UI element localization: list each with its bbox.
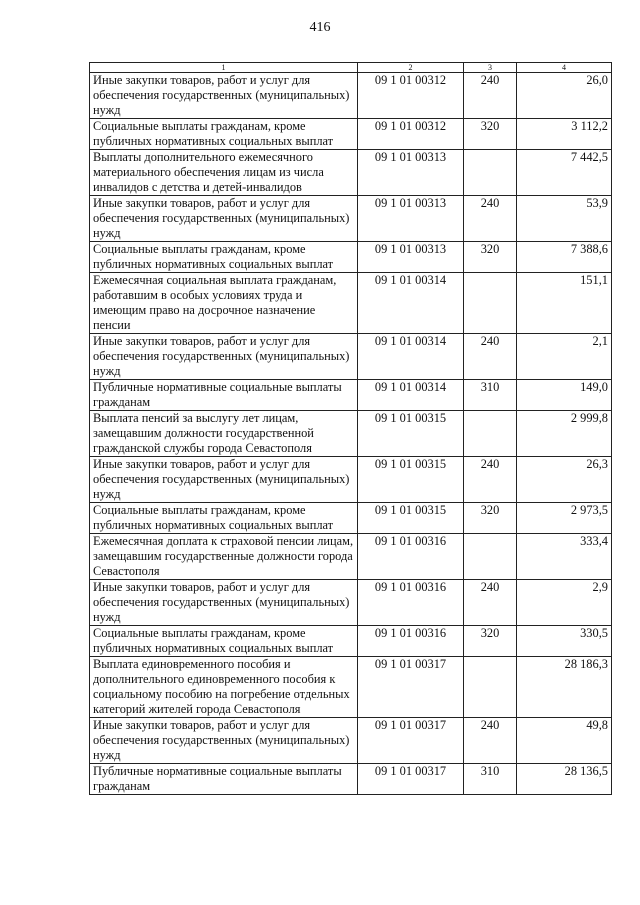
row-code: 09 1 01 00314 bbox=[358, 273, 464, 334]
table-row bbox=[90, 718, 612, 764]
row-code: 09 1 01 00315 bbox=[358, 503, 464, 534]
row-name: Иные закупки товаров, работ и услуг для обеспечения государственных (муниципальных) нужд bbox=[90, 457, 358, 503]
table-row bbox=[90, 626, 612, 657]
row-amount: 3 112,2 bbox=[517, 119, 612, 150]
row-amount: 2 973,5 bbox=[517, 503, 612, 534]
row-code: 09 1 01 00315 bbox=[358, 457, 464, 503]
table-row bbox=[90, 73, 612, 119]
row-vr bbox=[464, 411, 517, 457]
table-row bbox=[90, 764, 612, 795]
row-code: 09 1 01 00316 bbox=[358, 626, 464, 657]
row-code: 09 1 01 00313 bbox=[358, 150, 464, 196]
row-code: 09 1 01 00314 bbox=[358, 334, 464, 380]
table-row bbox=[90, 380, 612, 411]
header-col-1: 1 bbox=[90, 63, 358, 73]
row-amount: 151,1 bbox=[517, 273, 612, 334]
row-code: 09 1 01 00312 bbox=[358, 119, 464, 150]
table-row bbox=[90, 503, 612, 534]
header-col-4: 4 bbox=[517, 63, 612, 73]
table-row bbox=[90, 457, 612, 503]
row-code: 09 1 01 00314 bbox=[358, 380, 464, 411]
row-name: Выплата пенсий за выслугу лет лицам, замещавшим должности государственной гражданской службы города Севастополя bbox=[90, 411, 358, 457]
header-col-2: 2 bbox=[358, 63, 464, 73]
budget-table bbox=[89, 62, 612, 795]
table-row bbox=[90, 657, 612, 718]
row-code: 09 1 01 00317 bbox=[358, 764, 464, 795]
row-name: Социальные выплаты гражданам, кроме публичных нормативных социальных выплат bbox=[90, 242, 358, 273]
row-code: 09 1 01 00312 bbox=[358, 73, 464, 119]
row-amount: 49,8 bbox=[517, 718, 612, 764]
row-name: Иные закупки товаров, работ и услуг для обеспечения государственных (муниципальных) нужд bbox=[90, 718, 358, 764]
row-vr: 240 bbox=[464, 196, 517, 242]
row-name: Иные закупки товаров, работ и услуг для обеспечения государственных (муниципальных) нужд bbox=[90, 196, 358, 242]
row-amount: 26,3 bbox=[517, 457, 612, 503]
row-amount: 7 442,5 bbox=[517, 150, 612, 196]
row-vr: 240 bbox=[464, 718, 517, 764]
row-name: Иные закупки товаров, работ и услуг для обеспечения государственных (муниципальных) нужд bbox=[90, 580, 358, 626]
row-code: 09 1 01 00317 bbox=[358, 657, 464, 718]
row-name: Иные закупки товаров, работ и услуг для обеспечения государственных (муниципальных) нужд bbox=[90, 73, 358, 119]
row-amount: 2,9 bbox=[517, 580, 612, 626]
row-name: Иные закупки товаров, работ и услуг для обеспечения государственных (муниципальных) нужд bbox=[90, 334, 358, 380]
row-vr: 310 bbox=[464, 380, 517, 411]
row-vr: 240 bbox=[464, 73, 517, 119]
row-vr: 240 bbox=[464, 457, 517, 503]
row-amount: 28 186,3 bbox=[517, 657, 612, 718]
row-vr bbox=[464, 657, 517, 718]
table-row bbox=[90, 119, 612, 150]
row-name: Социальные выплаты гражданам, кроме публичных нормативных социальных выплат bbox=[90, 626, 358, 657]
row-name: Публичные нормативные социальные выплаты гражданам bbox=[90, 764, 358, 795]
row-code: 09 1 01 00316 bbox=[358, 534, 464, 580]
table-row bbox=[90, 242, 612, 273]
row-amount: 149,0 bbox=[517, 380, 612, 411]
page-number: 416 bbox=[309, 20, 331, 35]
table-row bbox=[90, 273, 612, 334]
row-amount: 2 999,8 bbox=[517, 411, 612, 457]
row-name: Социальные выплаты гражданам, кроме публичных нормативных социальных выплат bbox=[90, 119, 358, 150]
table-row bbox=[90, 534, 612, 580]
table-row bbox=[90, 334, 612, 380]
row-name: Ежемесячная социальная выплата гражданам, работавшим в особых условиях труда и имеющим право на досрочное назначение пенсии bbox=[90, 273, 358, 334]
table-row bbox=[90, 411, 612, 457]
row-amount: 333,4 bbox=[517, 534, 612, 580]
row-amount: 53,9 bbox=[517, 196, 612, 242]
header-col-3: 3 bbox=[464, 63, 517, 73]
table-row bbox=[90, 196, 612, 242]
table-row bbox=[90, 580, 612, 626]
row-code: 09 1 01 00317 bbox=[358, 718, 464, 764]
row-name: Ежемесячная доплата к страховой пенсии лицам, замещавшим государственные должности города Севастополя bbox=[90, 534, 358, 580]
row-vr bbox=[464, 273, 517, 334]
row-vr: 320 bbox=[464, 626, 517, 657]
row-vr bbox=[464, 150, 517, 196]
row-amount: 330,5 bbox=[517, 626, 612, 657]
row-name: Публичные нормативные социальные выплаты гражданам bbox=[90, 380, 358, 411]
row-name: Социальные выплаты гражданам, кроме публичных нормативных социальных выплат bbox=[90, 503, 358, 534]
row-vr bbox=[464, 534, 517, 580]
row-vr: 320 bbox=[464, 242, 517, 273]
row-code: 09 1 01 00315 bbox=[358, 411, 464, 457]
row-amount: 28 136,5 bbox=[517, 764, 612, 795]
row-amount: 2,1 bbox=[517, 334, 612, 380]
row-vr: 240 bbox=[464, 580, 517, 626]
row-amount: 26,0 bbox=[517, 73, 612, 119]
table-row bbox=[90, 150, 612, 196]
row-name: Выплата единовременного пособия и дополнительного единовременного пособия к социальному пособию на погребение отдельных категорий жителей города Севастополя bbox=[90, 657, 358, 718]
row-vr: 310 bbox=[464, 764, 517, 795]
row-vr: 320 bbox=[464, 119, 517, 150]
row-amount: 7 388,6 bbox=[517, 242, 612, 273]
row-code: 09 1 01 00316 bbox=[358, 580, 464, 626]
row-vr: 320 bbox=[464, 503, 517, 534]
row-vr: 240 bbox=[464, 334, 517, 380]
row-name: Выплаты дополнительного ежемесячного материального обеспечения лицам из числа инвалидов с детства и детей-инвалидов bbox=[90, 150, 358, 196]
row-code: 09 1 01 00313 bbox=[358, 242, 464, 273]
header-row bbox=[90, 63, 612, 73]
row-code: 09 1 01 00313 bbox=[358, 196, 464, 242]
